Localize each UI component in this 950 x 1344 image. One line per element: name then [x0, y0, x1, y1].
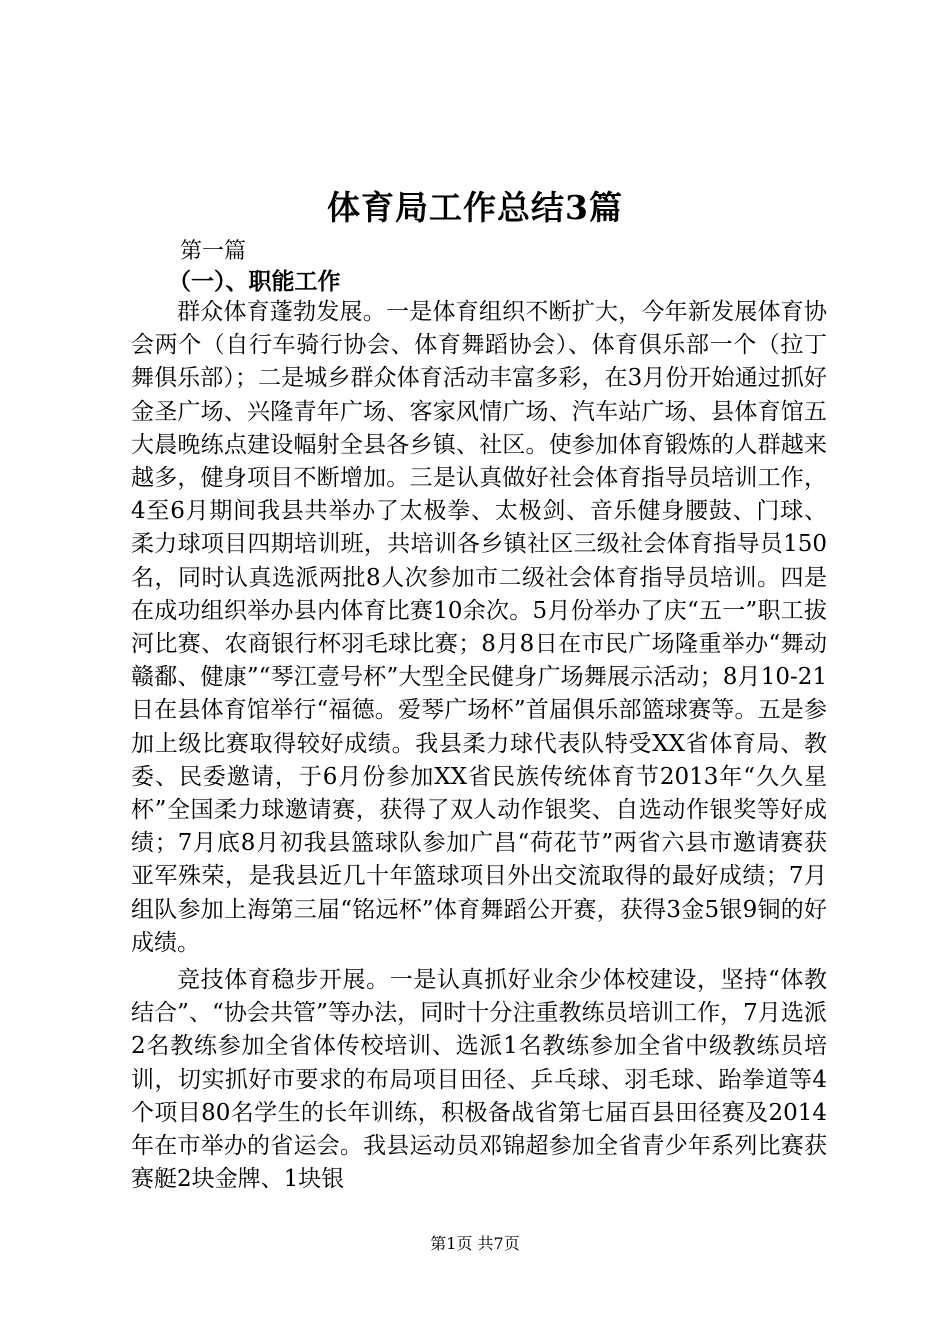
body-paragraph: 竞技体育稳步开展。一是认真抓好业余少体校建设，坚持“体教结合”、“协会共管”等办法，同时十分注重教练员培训工作，7月选派2名教练参加全省体传校培训、选派1名教练参加全省中级教练员培训，切实抓好市要求的布局项目田径、乒乓球、羽毛球、跆拳道等4个项目80名学生的长年训练，积极备战省第七届百县田径赛及2014年在市举办的省运会。我县运动员邓锦超参加全省青少年系列比赛获赛艇2块金牌、1块银 — [131, 967, 827, 1193]
section-label: 第一篇 — [180, 239, 247, 264]
page-number-footer: 第1页 共7页 — [430, 1234, 520, 1253]
document-title: 体育局工作总结3篇 — [327, 188, 623, 227]
body-paragraph: 群众体育蓬勃发展。一是体育组织不断扩大，今年新发展体育协会两个（自行车骑行协会、体育舞蹈协会）、体育俱乐部一个（拉丁舞俱乐部）；二是城乡群众体育活动丰富多彩，在3月份开始通过抓好金圣广场、兴隆青年广场、客家风情广场、汽车站广场、县体育馆五大晨晚练点建设幅射全县各乡镇、社区。使参加体育锻炼的人群越来越多，健身项目不断增加。三是认真做好社会体育指导员培训工作，4至6月期间我县共举办了太极拳、太极剑、音乐健身腰鼓、门球、柔力球项目四期培训班，共培训各乡镇社区三级社会体育指导员150名，同时认真选派两批8人次参加市二级社会体育指导员培训。四是在成功组织举办县内体育比赛10余次。5月份举办了庆“五一”职工拔河比赛、农商银行杯羽毛球比赛；8月8日在市民广场隆重举办“舞动赣鄱、健康”“琴江壹号杯”大型全民健身广场舞展示活动；8月10-21日在县体育馆举行“福德。爱琴广场杯”首届俱乐部篮球赛等。五是参加上级比赛取得较好成绩。我县柔力球代表队特受XX省体育局、教委、民委邀请，于6月份参加XX省民族传统体育节2013年“久久星杯”全国柔力球邀请赛，获得了双人动作银奖、自选动作银奖等好成绩；7月底8月初我县篮球队参加广昌“荷花节”两省六县市邀请赛获亚军殊荣，是我县近几十年篮球项目外出交流取得的最好成绩；7月组队参加上海第三届“铭远杯”体育舞蹈公开赛，获得3金5银9铜的好成绩。 — [131, 299, 827, 956]
section-heading: （一）、职能工作 — [168, 268, 341, 295]
